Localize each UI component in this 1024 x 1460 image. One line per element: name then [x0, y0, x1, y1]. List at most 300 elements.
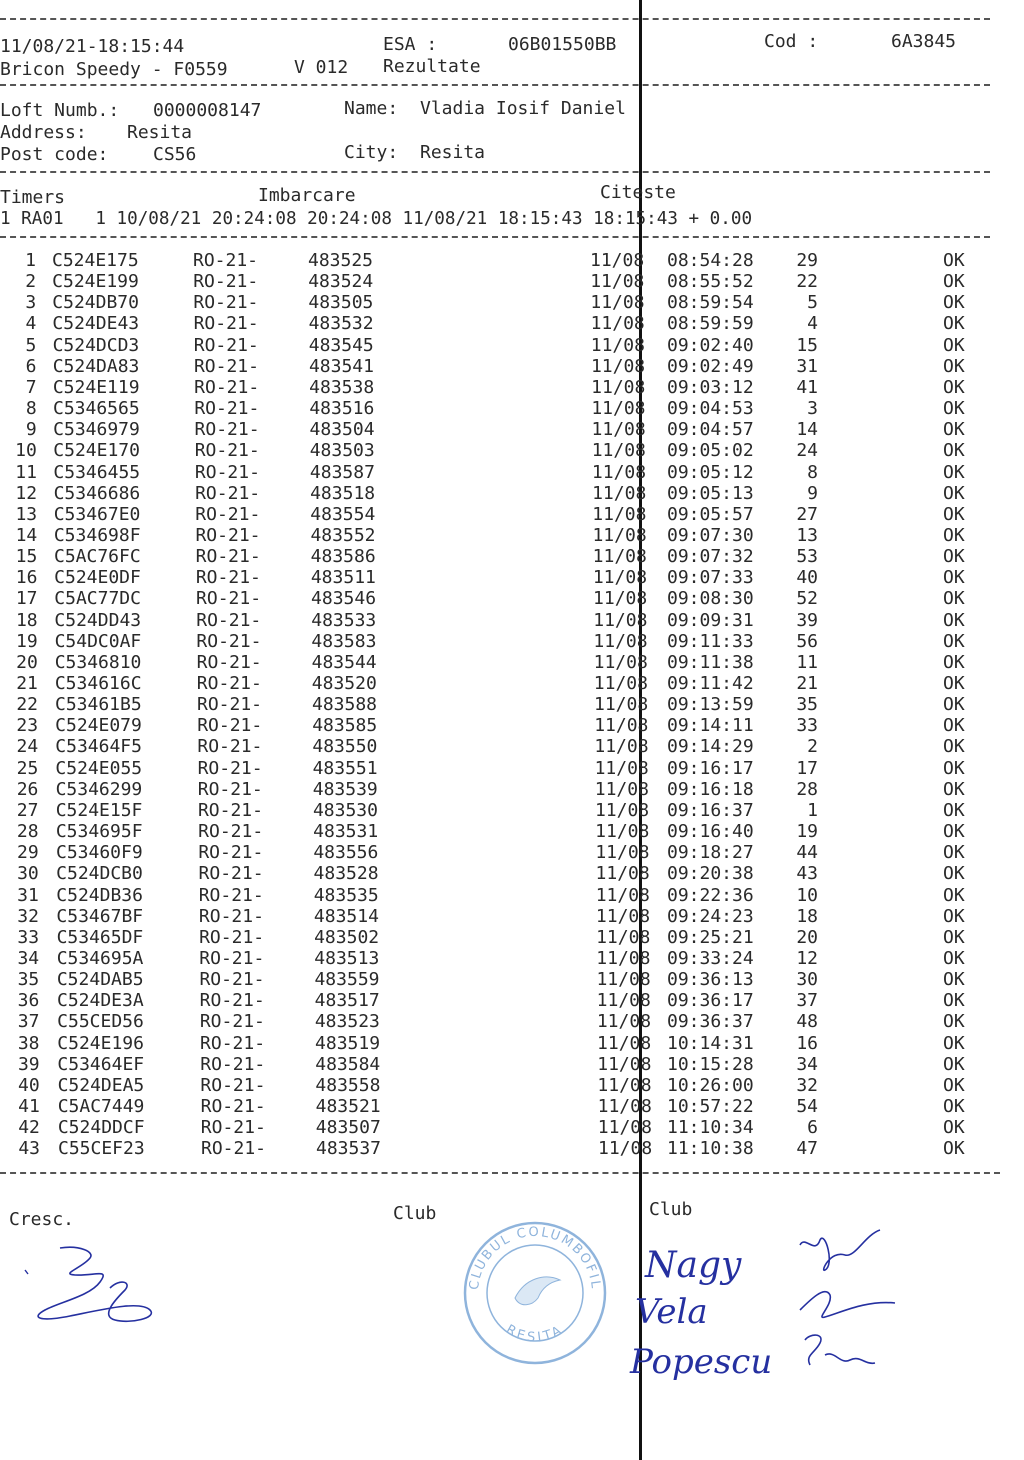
- ring-code: C5AC77DC: [54, 588, 141, 610]
- citeste-label: Citeste: [600, 182, 676, 203]
- ring-prefix: RO-21-: [198, 905, 264, 927]
- status: OK: [943, 969, 965, 991]
- divider: [0, 18, 990, 20]
- table-row: [0, 292, 1000, 313]
- arrival-date: 11/08: [593, 673, 648, 694]
- ring-code: C524E170: [53, 440, 140, 462]
- club-label-left: Club: [393, 1203, 437, 1224]
- ring-number: 483528: [313, 863, 379, 885]
- arrival-time: 09:07:33: [667, 567, 754, 589]
- status: OK: [943, 821, 965, 843]
- ring-code: C524E0DF: [54, 567, 141, 589]
- position: 34: [796, 1053, 818, 1075]
- arrival-time: 10:14:31: [667, 1032, 754, 1054]
- postcode-label: Post code:: [0, 144, 109, 165]
- position: 4: [807, 313, 818, 335]
- arrival-date: 11/08: [590, 292, 645, 314]
- row-index: 19: [16, 630, 38, 652]
- arrival-time: 09:08:30: [667, 588, 754, 610]
- position: 3: [807, 398, 818, 420]
- ring-number: 483516: [309, 398, 375, 420]
- loft-value: 0000008147: [153, 100, 262, 121]
- status: OK: [943, 567, 965, 589]
- position: 9: [807, 482, 818, 504]
- arrival-date: 11/08: [595, 905, 651, 927]
- ring-number: 483585: [312, 715, 378, 737]
- status: OK: [943, 715, 965, 737]
- arrival-date: 11/08: [596, 947, 651, 969]
- row-index: 9: [25, 419, 37, 441]
- cresc-label: Cresc.: [9, 1209, 75, 1230]
- table-row: [0, 948, 1000, 969]
- timers-label: Timers: [0, 187, 66, 208]
- status: OK: [943, 503, 965, 525]
- table-row: [0, 483, 1000, 504]
- row-index: 18: [15, 609, 38, 631]
- name-label: Name:: [344, 98, 399, 119]
- ring-code: C53467E0: [53, 503, 141, 525]
- table-row: [0, 588, 1000, 609]
- ring-code: C55CED56: [57, 1011, 144, 1033]
- row-index: 4: [25, 313, 37, 335]
- ring-code: C5346299: [55, 778, 143, 800]
- ring-number: 483514: [313, 905, 379, 927]
- row-index: 35: [17, 969, 40, 991]
- table-row: [0, 990, 1000, 1011]
- row-index: 14: [15, 524, 38, 546]
- ring-prefix: RO-21-: [193, 334, 259, 356]
- position: 44: [796, 842, 818, 864]
- ring-prefix: RO-21-: [197, 694, 263, 716]
- arrival-time: 09:11:33: [667, 630, 754, 652]
- position: 1: [807, 799, 818, 821]
- ring-number: 483584: [315, 1053, 381, 1075]
- ring-prefix: RO-21-: [200, 1032, 266, 1054]
- status: OK: [943, 355, 965, 377]
- report-type: Rezultate: [383, 56, 481, 77]
- arrival-time: 09:07:32: [667, 546, 754, 568]
- ring-code: C524E079: [55, 715, 142, 737]
- loft-label: Loft Numb.:: [0, 100, 120, 121]
- postcode-value: CS56: [153, 144, 197, 165]
- row-index: 3: [25, 292, 37, 314]
- ring-code: C524DD43: [54, 609, 142, 631]
- status: OK: [943, 884, 965, 906]
- arrival-date: 11/08: [594, 757, 649, 779]
- table-row: [0, 1054, 1000, 1075]
- position: 24: [796, 440, 818, 462]
- status: OK: [943, 524, 965, 546]
- arrival-date: 11/08: [597, 1053, 652, 1075]
- arrival-date: 11/08: [597, 1032, 652, 1054]
- row-index: 8: [25, 398, 37, 420]
- arrival-date: 11/08: [591, 461, 647, 483]
- table-row: [0, 1117, 1000, 1138]
- row-index: 34: [17, 947, 40, 969]
- arrival-date: 11/08: [592, 567, 648, 589]
- ring-number: 483535: [313, 884, 379, 906]
- ring-prefix: RO-21-: [199, 990, 265, 1012]
- arrival-date: 11/08: [590, 355, 646, 377]
- position: 43: [796, 863, 818, 885]
- row-index: 32: [17, 905, 39, 927]
- status: OK: [943, 842, 965, 864]
- row-index: 39: [17, 1053, 40, 1075]
- ring-number: 483545: [308, 334, 374, 356]
- row-index: 40: [18, 1074, 40, 1096]
- row-index: 25: [16, 757, 39, 779]
- report-datetime: 11/08/21-18:15:44: [0, 36, 185, 57]
- ring-prefix: RO-21-: [197, 736, 263, 758]
- table-row: [0, 927, 1000, 948]
- ring-prefix: RO-21-: [199, 1011, 265, 1033]
- row-index: 41: [18, 1096, 40, 1117]
- arrival-date: 11/08: [592, 546, 647, 568]
- row-index: 31: [17, 884, 39, 906]
- status: OK: [943, 588, 965, 610]
- ring-code: C53464F5: [55, 736, 142, 758]
- status: OK: [943, 778, 965, 800]
- arrival-date: 11/08: [598, 1138, 653, 1160]
- ring-code: C524DAB5: [56, 969, 144, 991]
- divider: [0, 171, 990, 173]
- ring-number: 483523: [314, 1011, 380, 1033]
- position: 35: [796, 694, 818, 716]
- ring-number: 483503: [309, 440, 375, 462]
- ring-prefix: RO-21-: [199, 926, 265, 948]
- arrival-date: 11/08: [593, 630, 648, 652]
- arrival-time: 09:14:11: [667, 715, 754, 737]
- arrival-date: 11/08: [590, 250, 645, 271]
- table-row: [0, 440, 1000, 461]
- ring-code: C5346565: [53, 398, 140, 420]
- ring-code: C524DCD3: [52, 334, 140, 356]
- table-row: [0, 1011, 1000, 1032]
- arrival-date: 11/08: [590, 334, 645, 356]
- arrival-time: 09:13:59: [667, 694, 754, 716]
- status: OK: [943, 630, 965, 652]
- arrival-date: 11/08: [596, 969, 651, 991]
- table-row: [0, 631, 1000, 652]
- ring-number: 483541: [308, 355, 374, 377]
- ring-prefix: RO-21-: [194, 376, 260, 398]
- ring-code: C53460F9: [56, 842, 143, 864]
- arrival-time: 09:16:40: [667, 821, 754, 843]
- status: OK: [943, 313, 965, 335]
- arrival-date: 11/08: [591, 398, 646, 420]
- position: 56: [796, 630, 818, 652]
- position: 53: [796, 546, 818, 568]
- position: 10: [796, 884, 818, 906]
- ring-number: 483502: [314, 926, 380, 948]
- status: OK: [943, 482, 965, 504]
- arrival-time: 10:26:00: [667, 1074, 754, 1096]
- table-row: [0, 969, 1000, 990]
- ring-prefix: RO-21-: [193, 250, 259, 271]
- row-index: 11: [15, 461, 37, 483]
- ring-number: 483588: [312, 694, 378, 716]
- arrival-time: 09:11:38: [667, 651, 754, 673]
- arrival-time: 08:59:59: [667, 313, 754, 335]
- ring-prefix: RO-21-: [197, 715, 263, 737]
- row-index: 29: [16, 842, 39, 864]
- ring-code: C524DCB0: [56, 863, 143, 885]
- ring-prefix: RO-21-: [196, 651, 262, 673]
- arrival-time: 09:05:12: [667, 461, 754, 483]
- position: 8: [807, 461, 818, 483]
- ring-number: 483550: [312, 736, 378, 758]
- position: 20: [796, 926, 818, 948]
- ring-prefix: RO-21-: [195, 524, 261, 546]
- ring-prefix: RO-21-: [201, 1138, 267, 1160]
- name-value: Vladia Iosif Daniel: [420, 98, 626, 119]
- table-row: [0, 398, 1000, 419]
- ring-code: C524DE43: [52, 313, 140, 335]
- ring-prefix: RO-21-: [200, 1074, 266, 1096]
- ring-prefix: RO-21-: [200, 1053, 266, 1075]
- arrival-time: 09:14:29: [667, 736, 754, 758]
- row-index: 23: [16, 715, 39, 737]
- cod-label: Cod :: [764, 31, 819, 52]
- arrival-time: 08:59:54: [667, 292, 754, 314]
- row-index: 26: [16, 778, 39, 800]
- position: 39: [796, 609, 818, 631]
- arrival-time: 09:05:13: [667, 482, 754, 504]
- ring-prefix: RO-21-: [198, 863, 264, 885]
- ring-code: C524E15F: [55, 799, 143, 821]
- position: 31: [796, 355, 818, 377]
- timer-line: 1 RA01 1 10/08/21 20:24:08 20:24:08 11/08/21 18:15:43 18:15:43 + 0.00: [0, 209, 753, 229]
- ring-prefix: RO-21-: [195, 546, 261, 568]
- ring-code: C53465DF: [56, 926, 144, 948]
- arrival-time: 09:03:12: [667, 376, 754, 398]
- arrival-date: 11/08: [594, 799, 650, 821]
- ring-number: 483505: [308, 292, 374, 314]
- ring-number: 483504: [309, 419, 375, 441]
- status: OK: [943, 673, 965, 694]
- status: OK: [943, 1138, 965, 1160]
- stamp-text-top: CLUBUL COLUMBOFIL: [466, 1224, 604, 1291]
- arrival-time: 09:16:37: [667, 799, 754, 821]
- ring-prefix: RO-21-: [194, 398, 260, 420]
- arrival-date: 11/08: [593, 609, 648, 631]
- arrival-date: 11/08: [593, 651, 648, 673]
- arrival-date: 11/08: [596, 1011, 652, 1033]
- device-name: Bricon Speedy - F0559: [0, 59, 228, 80]
- row-index: 43: [18, 1138, 40, 1160]
- position: 2: [807, 736, 818, 758]
- ring-prefix: RO-21-: [198, 821, 264, 843]
- arrival-date: 11/08: [592, 503, 647, 525]
- svg-text:RESITA: [503, 1322, 567, 1345]
- ring-code: C534695A: [56, 947, 144, 969]
- table-row: [0, 694, 1000, 715]
- ring-number: 483583: [311, 630, 377, 652]
- club-stamp: [460, 1218, 610, 1368]
- position: 29: [796, 250, 818, 271]
- arrival-time: 09:02:49: [667, 355, 754, 377]
- ring-number: 483530: [312, 799, 378, 821]
- table-row: [0, 504, 1000, 525]
- city-value: Resita: [420, 142, 486, 163]
- table-row: [0, 462, 1000, 483]
- table-row: [0, 673, 1000, 694]
- row-index: 36: [17, 990, 40, 1012]
- table-row: [0, 335, 1000, 356]
- club-label-right: Club: [649, 1199, 693, 1220]
- position: 30: [796, 969, 818, 991]
- arrival-time: 09:04:53: [667, 398, 754, 420]
- arrival-time: 08:54:28: [667, 250, 754, 271]
- ring-prefix: RO-21-: [193, 313, 259, 335]
- ring-number: 483559: [314, 969, 380, 991]
- arrival-date: 11/08: [597, 1074, 652, 1096]
- ring-number: 483518: [310, 482, 376, 504]
- table-row: [0, 906, 1000, 927]
- ring-code: C53467BF: [56, 905, 144, 927]
- status: OK: [943, 926, 965, 948]
- ring-prefix: RO-21-: [196, 630, 262, 652]
- table-row: [0, 567, 1000, 588]
- row-index: 28: [16, 821, 39, 843]
- row-index: 1: [25, 250, 36, 271]
- ring-code: C524DB70: [52, 292, 139, 314]
- ring-number: 483532: [308, 313, 374, 335]
- arrival-date: 11/08: [590, 271, 645, 293]
- ring-number: 483586: [310, 546, 376, 568]
- arrival-time: 08:55:52: [667, 271, 754, 293]
- table-row: [0, 863, 1000, 884]
- ring-code: C524DEA5: [57, 1074, 145, 1096]
- arrival-date: 11/08: [595, 842, 650, 864]
- arrival-time: 09:36:37: [667, 1011, 754, 1033]
- status: OK: [943, 990, 965, 1012]
- arrival-time: 09:16:18: [667, 778, 754, 800]
- ring-number: 483546: [311, 588, 377, 610]
- ring-number: 483554: [310, 503, 376, 525]
- arrival-date: 11/08: [590, 313, 645, 335]
- ring-code: C524E196: [57, 1032, 144, 1054]
- status: OK: [943, 461, 965, 483]
- row-index: 27: [16, 799, 39, 821]
- row-index: 30: [17, 863, 39, 885]
- ring-code: C53464EF: [57, 1053, 145, 1075]
- table-row: [0, 885, 1000, 906]
- table-row: [0, 1033, 1000, 1054]
- ring-prefix: RO-21-: [196, 588, 262, 610]
- table-row: [0, 271, 1000, 292]
- ring-code: C534616C: [54, 673, 142, 694]
- divider: [0, 236, 990, 238]
- row-index: 5: [25, 334, 37, 356]
- ring-prefix: RO-21-: [195, 503, 261, 525]
- ring-number: 483533: [311, 609, 377, 631]
- arrival-date: 11/08: [595, 884, 650, 906]
- position: 47: [796, 1138, 818, 1160]
- table-row: [0, 1096, 1000, 1117]
- ring-prefix: RO-21-: [198, 884, 264, 906]
- ring-number: 483511: [310, 567, 376, 589]
- ring-number: 483538: [309, 376, 375, 398]
- table-row: [0, 610, 1000, 631]
- table-row: [0, 356, 1000, 377]
- ring-number: 483587: [309, 461, 375, 483]
- ring-prefix: RO-21-: [193, 292, 259, 314]
- ring-number: 483539: [312, 778, 378, 800]
- ring-code: C524E175: [52, 250, 139, 271]
- arrival-date: 11/08: [594, 778, 649, 800]
- ring-number: 483558: [315, 1074, 381, 1096]
- row-index: 16: [15, 567, 38, 589]
- arrival-time: 09:18:27: [667, 842, 754, 864]
- arrival-time: 09:33:24: [667, 947, 754, 969]
- arrival-time: 11:10:38: [667, 1138, 754, 1160]
- table-row: [0, 800, 1000, 821]
- table-row: [0, 250, 1000, 271]
- table-row: [0, 546, 1000, 567]
- ring-prefix: RO-21-: [195, 482, 261, 504]
- imbarcare-label: Imbarcare: [258, 185, 356, 206]
- ring-number: 483544: [311, 651, 377, 673]
- ring-number: 483556: [313, 842, 379, 864]
- cod-value: 6A3845: [891, 31, 957, 52]
- ring-prefix: RO-21-: [197, 778, 263, 800]
- signature-name-3: Popescu: [630, 1342, 773, 1382]
- ring-code: C524E199: [52, 271, 139, 293]
- ring-code: C5346686: [53, 482, 141, 504]
- ring-prefix: RO-21-: [196, 673, 262, 694]
- arrival-date: 11/08: [596, 990, 651, 1012]
- status: OK: [943, 736, 965, 758]
- status: OK: [943, 292, 965, 314]
- arrival-time: 09:20:38: [667, 863, 754, 885]
- table-row: [0, 1075, 1000, 1096]
- table-row: [0, 1138, 1000, 1159]
- ring-code: C524DE3A: [57, 990, 144, 1012]
- position: 32: [796, 1074, 818, 1096]
- ring-code: C5AC76FC: [54, 546, 141, 568]
- arrival-time: 09:11:42: [667, 673, 754, 694]
- arrival-time: 09:36:13: [667, 969, 754, 991]
- ring-code: C5346455: [53, 461, 141, 483]
- arrival-date: 11/08: [597, 1096, 652, 1117]
- status: OK: [943, 651, 965, 673]
- ring-number: 483507: [315, 1117, 381, 1139]
- status: OK: [943, 799, 965, 821]
- ring-prefix: RO-21-: [197, 757, 263, 779]
- position: 15: [796, 334, 818, 356]
- table-row: [0, 419, 1000, 440]
- ring-prefix: RO-21-: [200, 1117, 266, 1139]
- divider: [0, 1172, 1000, 1174]
- status: OK: [943, 1011, 965, 1033]
- ring-number: 483552: [310, 524, 376, 546]
- status: OK: [943, 250, 965, 271]
- status: OK: [943, 376, 965, 398]
- ring-number: 483520: [311, 673, 377, 694]
- position: 22: [796, 271, 818, 293]
- arrival-date: 11/08: [592, 524, 647, 546]
- position: 14: [796, 419, 818, 441]
- status: OK: [943, 419, 965, 441]
- table-row: [0, 758, 1000, 779]
- status: OK: [943, 1053, 965, 1075]
- ring-number: 483521: [315, 1096, 381, 1117]
- status: OK: [943, 1032, 965, 1054]
- ring-code: C524DA83: [52, 355, 140, 377]
- arrival-date: 11/08: [591, 376, 646, 398]
- position: 37: [796, 990, 818, 1012]
